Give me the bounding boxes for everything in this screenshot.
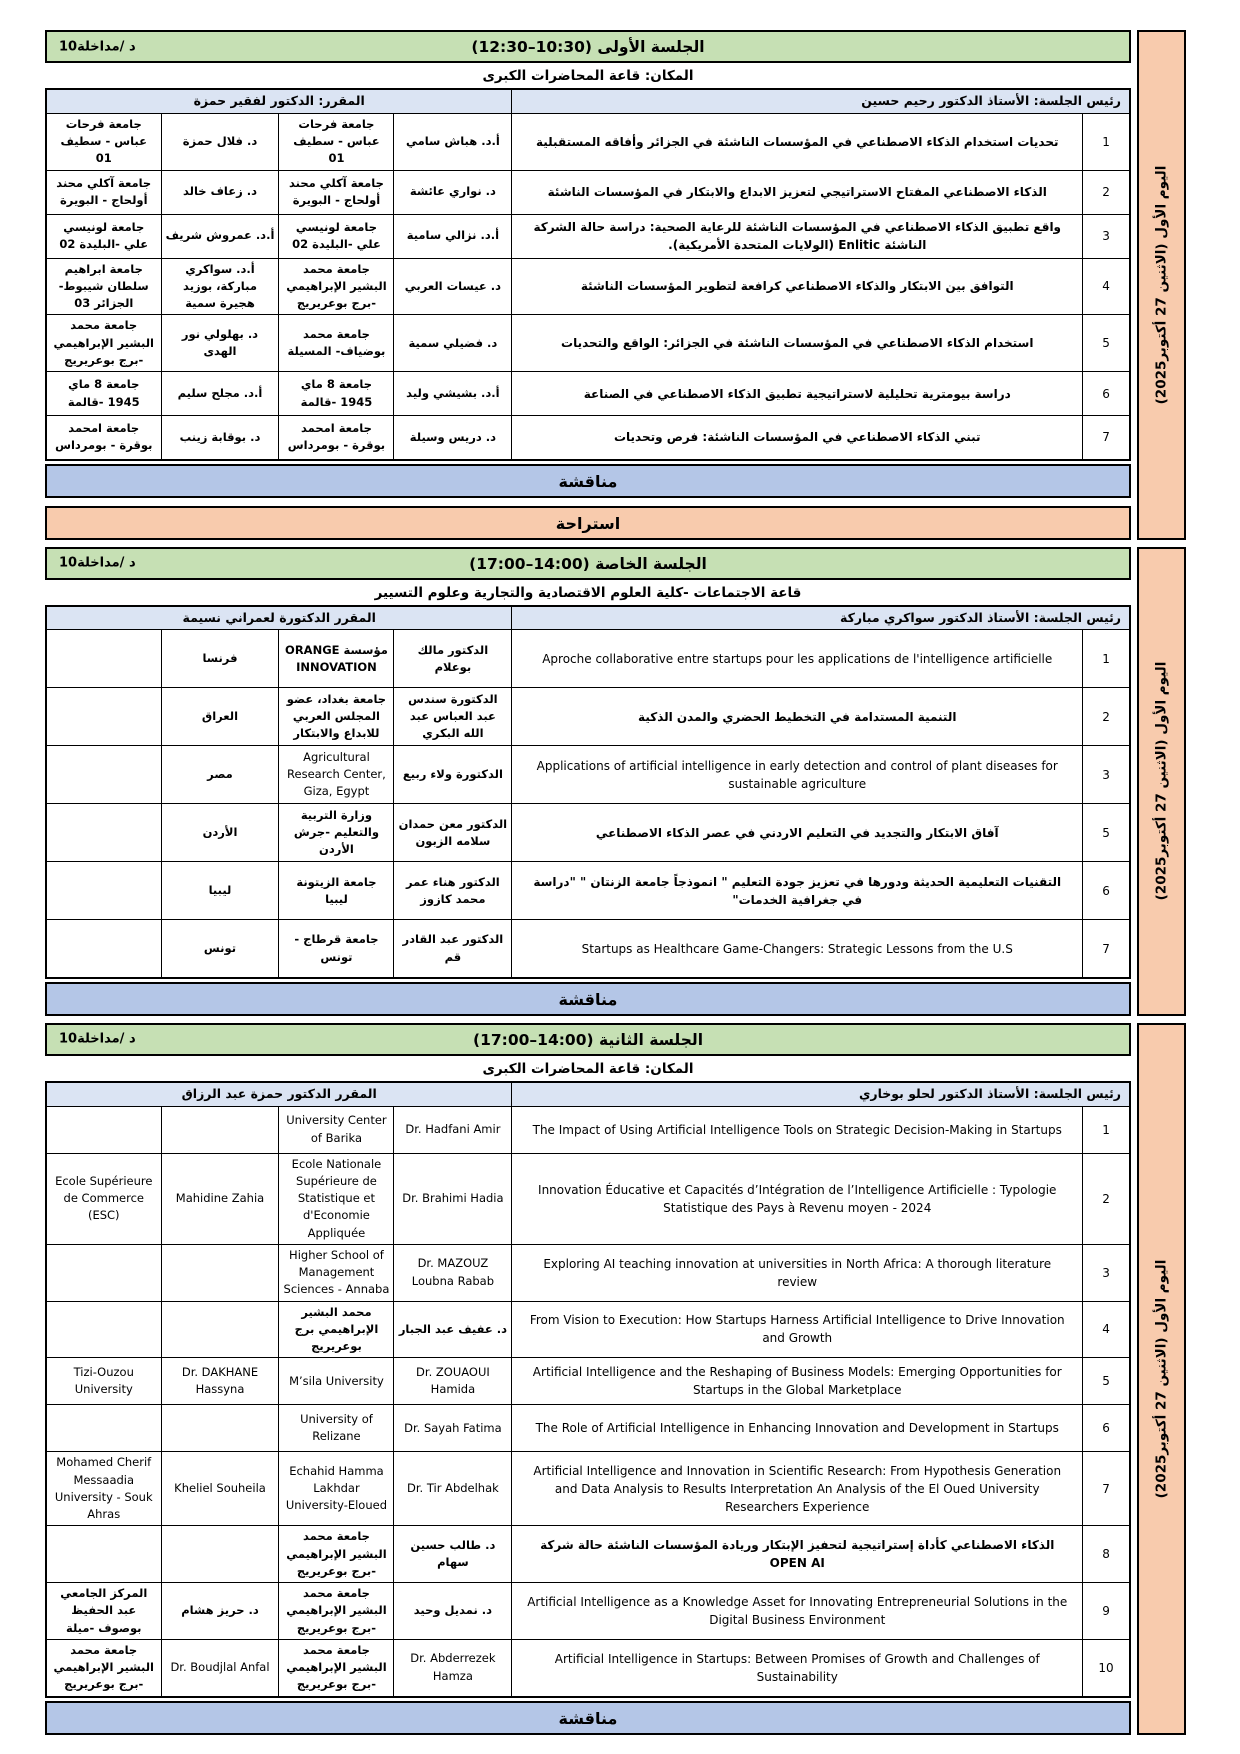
- cell-name: Dr. Brahimi Hadia: [394, 1153, 512, 1244]
- session-block-2: [45, 547, 1190, 1016]
- cell-name2: د. فلال حمزة: [161, 113, 279, 170]
- cell-affiliation2: [46, 746, 161, 804]
- table-row: [46, 746, 1130, 804]
- table-row: [46, 862, 1130, 920]
- session-2-note: 10د /مداخلة: [59, 555, 136, 571]
- session-3-location: المكان: قاعة المحاضرات الكبرى: [482, 1060, 694, 1077]
- cell-name2: Dr. Boudjlal Anfal: [161, 1639, 279, 1696]
- cell-name2: د. حريز هشام: [161, 1583, 279, 1640]
- table-row: [46, 372, 1130, 416]
- cell-name: أ.د. بشيشي وليد: [394, 372, 512, 416]
- cell-name2: Kheliel Souheila: [161, 1452, 279, 1526]
- cell-num: 4: [1083, 1301, 1130, 1358]
- table-row: [46, 258, 1130, 315]
- cell-affiliation: جامعة محمد البشير الإبراهيمي -برج بوعريريج: [279, 258, 394, 315]
- session-1-content: [45, 30, 1131, 540]
- cell-title: Exploring AI teaching innovation at universities in North Africa: A thorough literature review: [512, 1244, 1083, 1301]
- cell-affiliation2: جامعة محمد البشير الإبراهيمي -برج بوعريريج: [46, 315, 161, 372]
- cell-affiliation: M’sila University: [279, 1358, 394, 1405]
- cell-affiliation2: جامعة فرحات عباس - سطيف 01: [46, 113, 161, 170]
- cell-num: 7: [1083, 1452, 1130, 1526]
- cell-num: 3: [1083, 746, 1130, 804]
- cell-affiliation: Echahid Hamma Lakhdar University-Eloued: [279, 1452, 394, 1526]
- cell-affiliation2: [46, 1301, 161, 1358]
- cell-affiliation: Higher School of Management Sciences - Annaba: [279, 1244, 394, 1301]
- cell-num: 1: [1083, 1106, 1130, 1153]
- cell-affiliation2: Tizi-Ouzou University: [46, 1358, 161, 1405]
- session-3-title: الجلسة الثانية (14:00–17:00): [472, 1030, 704, 1049]
- table-row: [46, 1405, 1130, 1452]
- cell-title: Applications of artificial intelligence in early detection and control of plant diseases for sustainable agriculture: [512, 746, 1083, 804]
- cell-affiliation2: [46, 630, 161, 688]
- cell-name: أ.د. نزالي سامية: [394, 214, 512, 258]
- cell-affiliation: جامعة فرحات عباس - سطيف 01: [279, 113, 394, 170]
- day-sidebar-3: [1137, 1023, 1186, 1735]
- session-1-chair-row: [46, 89, 1130, 113]
- cell-affiliation: جامعة قرطاج - تونس: [279, 920, 394, 978]
- cell-name: د. نواري عائشة: [394, 170, 512, 214]
- session-1-table: [45, 88, 1131, 461]
- cell-name2: [161, 1301, 279, 1358]
- cell-affiliation2: جامعة امحمد بوقرة - بومرداس: [46, 416, 161, 460]
- cell-title: التوافق بين الابتكار والذكاء الاصطناعي كرافعة لتطوير المؤسسات الناشئة: [512, 258, 1083, 315]
- cell-name: Dr. Abderrezek Hamza: [394, 1639, 512, 1696]
- cell-name2: فرنسا: [161, 630, 279, 688]
- cell-affiliation: Ecole Nationale Supérieure de Statistique et d'Economie Appliquée: [279, 1153, 394, 1244]
- cell-title: Artificial Intelligence and Innovation in Scientific Research: From Hypothesis Generation and Data Analysis to Results Interpretation An Analysis of the El Oued University Researchers Experience: [512, 1452, 1083, 1526]
- cell-name: Dr. Tir Abdelhak: [394, 1452, 512, 1526]
- cell-name2: [161, 1405, 279, 1452]
- cell-affiliation: Agricultural Research Center, Giza, Egypt: [279, 746, 394, 804]
- cell-num: 2: [1083, 170, 1130, 214]
- cell-title: التقنيات التعليمية الحديثة ودورها في تعزيز جودة التعليم " انموذجاً جامعة الزنتان " "دراسة في جغرافية الخدمات": [512, 862, 1083, 920]
- day-sidebar-1: [1137, 30, 1186, 540]
- session-1-note: 10د /مداخلة: [59, 39, 136, 54]
- cell-name2: د. بهلولي نور الهدى: [161, 315, 279, 372]
- rapporteur-label: المقرر: الدكتور لفقير حمزة: [46, 89, 512, 113]
- cell-title: آفاق الابتكار والتجديد في التعليم الاردني في عصر الذكاء الاصطناعي: [512, 804, 1083, 862]
- cell-name: د. طالب حسين سهام: [394, 1526, 512, 1583]
- cell-name2: الأردن: [161, 804, 279, 862]
- cell-title: الذكاء الاصطناعي كأداة إستراتيجية لتحفيز الإبتكار وريادة المؤسسات الناشئة حالة شركة OPEN AI: [512, 1526, 1083, 1583]
- table-row: [46, 1583, 1130, 1640]
- cell-num: 6: [1083, 862, 1130, 920]
- table-row: [46, 1452, 1130, 1526]
- day-label: اليوم الأول (الاثنين 27 أكتوبر2025): [1153, 165, 1170, 405]
- cell-name2: تونس: [161, 920, 279, 978]
- break-bar: استراحة: [45, 506, 1131, 540]
- cell-num: 2: [1083, 1153, 1130, 1244]
- cell-name: د. نمديل وحيد: [394, 1583, 512, 1640]
- cell-name2: أ.د. سواكري مباركة، بوزيد هجيرة سمية: [161, 258, 279, 315]
- cell-name2: ليبيا: [161, 862, 279, 920]
- cell-num: 5: [1083, 1358, 1130, 1405]
- cell-affiliation: محمد البشير الإبراهيمي برج بوعريريج: [279, 1301, 394, 1358]
- cell-num: 1: [1083, 113, 1130, 170]
- cell-num: 8: [1083, 1526, 1130, 1583]
- cell-name: الدكتور مالك بوعلام: [394, 630, 512, 688]
- cell-num: 9: [1083, 1583, 1130, 1640]
- table-row: [46, 920, 1130, 978]
- cell-affiliation: جامعة محمد البشير الإبراهيمي -برج بوعريريج: [279, 1526, 394, 1583]
- table-row: [46, 113, 1130, 170]
- cell-title: الذكاء الاصطناعي المفتاح الاستراتيجي لتعزيز الابداع والابتكار في المؤسسات الناشئة: [512, 170, 1083, 214]
- table-row: [46, 1358, 1130, 1405]
- cell-affiliation: مؤسسة ORANGE INNOVATION: [279, 630, 394, 688]
- cell-name2: أ.د. مجلح سليم: [161, 372, 279, 416]
- cell-name: Dr. Hadfani Amir: [394, 1106, 512, 1153]
- cell-name: د. عفيف عبد الجبار: [394, 1301, 512, 1358]
- cell-num: 1: [1083, 630, 1130, 688]
- cell-name: الدكتور عبد القادر قم: [394, 920, 512, 978]
- cell-num: 7: [1083, 920, 1130, 978]
- session-2-location: قاعة الاجتماعات -كلية العلوم الاقتصادية والتجارية وعلوم التسيير: [374, 584, 802, 601]
- cell-name2: أ.د. عمروش شريف: [161, 214, 279, 258]
- cell-title: استخدام الذكاء الاصطناعي في المؤسسات الناشئة في الجزائر: الواقع والتحديات: [512, 315, 1083, 372]
- rapporteur-label: المقرر الدكتورة لعمراني نسيمة: [46, 606, 512, 630]
- table-row: [46, 630, 1130, 688]
- cell-affiliation2: [46, 920, 161, 978]
- cell-num: 6: [1083, 372, 1130, 416]
- cell-title: واقع تطبيق الذكاء الاصطناعي في المؤسسات الناشئة للرعاية الصحية: دراسة حالة الشركة الناشئة Enlitic (الولايات المتحدة الأمريكية).: [512, 214, 1083, 258]
- table-row: [46, 1244, 1130, 1301]
- table-row: [46, 688, 1130, 746]
- cell-affiliation2: [46, 862, 161, 920]
- cell-affiliation2: جامعة ابراهيم سلطان شيبوط-الجزائر 03: [46, 258, 161, 315]
- table-row: [46, 1106, 1130, 1153]
- cell-title: The Role of Artificial Intelligence in Enhancing Innovation and Development in Startups: [512, 1405, 1083, 1452]
- cell-affiliation: جامعة آكلي محند أولحاج - البويرة: [279, 170, 394, 214]
- session-1-title: الجلسة الأولى (10:30–12:30): [471, 38, 705, 56]
- cell-name2: Dr. DAKHANE Hassyna: [161, 1358, 279, 1405]
- cell-affiliation2: [46, 1106, 161, 1153]
- table-row: [46, 416, 1130, 460]
- discussion-bar-2: مناقشة: [45, 982, 1131, 1016]
- cell-affiliation2: Mohamed Cherif Messaadia University - Souk Ahras: [46, 1452, 161, 1526]
- cell-affiliation: جامعة محمد البشير الإبراهيمي -برج بوعريريج: [279, 1639, 394, 1696]
- session-2-content: [45, 547, 1131, 1016]
- discussion-bar-1: مناقشة: [45, 464, 1131, 498]
- cell-title: Artificial Intelligence and the Reshaping of Business Models: Emerging Opportunities for Startups in the Global Marketplace: [512, 1358, 1083, 1405]
- cell-affiliation2: جامعة لونيسي علي -البليدة 02: [46, 214, 161, 258]
- cell-num: 4: [1083, 258, 1130, 315]
- cell-title: Artificial Intelligence as a Knowledge Asset for Innovating Entrepreneurial Solutions in the Digital Business Environment: [512, 1583, 1083, 1640]
- chair-label: رئيس الجلسة: الأستاذ الدكتور سواكري مباركة: [512, 606, 1130, 630]
- cell-affiliation2: [46, 1526, 161, 1583]
- cell-title: التنمية المستدامة في التخطيط الحضري والمدن الذكية: [512, 688, 1083, 746]
- day-label: اليوم الأول (الاثنين 27 أكتوبر2025): [1153, 661, 1170, 901]
- cell-name: الدكتورة سندس عبد العباس عبد الله البكري: [394, 688, 512, 746]
- cell-name: الدكتور هناء عمر محمد كازوز: [394, 862, 512, 920]
- cell-num: 3: [1083, 214, 1130, 258]
- cell-affiliation: University of Relizane: [279, 1405, 394, 1452]
- cell-name: الدكتورة ولاء ربيع: [394, 746, 512, 804]
- cell-affiliation2: [46, 804, 161, 862]
- cell-name2: مصر: [161, 746, 279, 804]
- cell-title: Artificial Intelligence in Startups: Between Promises of Growth and Challenges of Sustainability: [512, 1639, 1083, 1696]
- cell-num: 3: [1083, 1244, 1130, 1301]
- cell-title: Startups as Healthcare Game-Changers: Strategic Lessons from the U.S: [512, 920, 1083, 978]
- cell-title: The Impact of Using Artificial Intelligence Tools on Strategic Decision-Making in Startups: [512, 1106, 1083, 1153]
- session-block-3: [45, 1023, 1190, 1735]
- session-1-header: [45, 30, 1131, 63]
- session-block-1: [45, 30, 1190, 540]
- table-row: [46, 315, 1130, 372]
- cell-title: Innovation Éducative et Capacités d’Intégration de l’Intelligence Artificielle : Typologie Statistique des Pays à Revenu moyen - 2024: [512, 1153, 1083, 1244]
- session-3-table: [45, 1081, 1131, 1698]
- cell-title: دراسة بيومترية تحليلية لاستراتيجية تطبيق الذكاء الاصطناعي في الصناعة: [512, 372, 1083, 416]
- discussion-bar-3: مناقشة: [45, 1701, 1131, 1735]
- session-2-chair-row: [46, 606, 1130, 630]
- session-2-title: الجلسة الخاصة (14:00–17:00): [469, 554, 707, 573]
- cell-num: 5: [1083, 315, 1130, 372]
- session-3-header: [45, 1023, 1131, 1056]
- session-2-header: [45, 547, 1131, 580]
- chair-label: رئيس الجلسة: الأستاذ الدكتور رحيم حسين: [512, 89, 1130, 113]
- table-row: [46, 1639, 1130, 1696]
- cell-num: 2: [1083, 688, 1130, 746]
- table-row: [46, 170, 1130, 214]
- cell-name2: [161, 1106, 279, 1153]
- session-2-table: [45, 605, 1131, 979]
- cell-name2: [161, 1244, 279, 1301]
- cell-title: تبني الذكاء الاصطناعي في المؤسسات الناشئة: فرص وتحديات: [512, 416, 1083, 460]
- cell-affiliation: جامعة لونيسي علي -البليدة 02: [279, 214, 394, 258]
- cell-name: أ.د. هباش سامي: [394, 113, 512, 170]
- cell-name2: العراق: [161, 688, 279, 746]
- cell-affiliation: جامعة 8 ماي 1945 -قالمة: [279, 372, 394, 416]
- cell-name: د. دريس وسيلة: [394, 416, 512, 460]
- cell-affiliation2: [46, 1405, 161, 1452]
- cell-name: د. فضيلي سمية: [394, 315, 512, 372]
- cell-num: 5: [1083, 804, 1130, 862]
- table-row: [46, 214, 1130, 258]
- table-row: [46, 804, 1130, 862]
- cell-affiliation2: [46, 1244, 161, 1301]
- cell-affiliation2: جامعة آكلي محند أولحاج - البويرة: [46, 170, 161, 214]
- cell-name: Dr. Sayah Fatima: [394, 1405, 512, 1452]
- cell-affiliation: وزارة التربية والتعليم -جرش الأردن: [279, 804, 394, 862]
- cell-title: From Vision to Execution: How Startups Harness Artificial Intelligence to Drive Innovation and Growth: [512, 1301, 1083, 1358]
- session-1-location: المكان: قاعة المحاضرات الكبرى: [482, 68, 694, 84]
- cell-name: Dr. MAZOUZ Loubna Rabab: [394, 1244, 512, 1301]
- cell-name: د. عيسات العربي: [394, 258, 512, 315]
- table-row: [46, 1526, 1130, 1583]
- cell-affiliation2: المركز الجامعي عبد الحفيظ بوصوف -ميلة: [46, 1583, 161, 1640]
- cell-name2: د. بوقابة زينب: [161, 416, 279, 460]
- cell-name: الدكتور معن حمدان سلامه الزبون: [394, 804, 512, 862]
- day-sidebar-2: [1137, 547, 1186, 1016]
- cell-affiliation: جامعة محمد بوضياف- المسيلة: [279, 315, 394, 372]
- day-label: اليوم الأول (الاثنين 27 أكتوبر2025): [1153, 1259, 1170, 1498]
- cell-affiliation: جامعة بغداد، عضو المجلس العربي للابداع والابتكار: [279, 688, 394, 746]
- cell-affiliation: جامعة امحمد بوقرة - بومرداس: [279, 416, 394, 460]
- cell-name2: Mahidine Zahia: [161, 1153, 279, 1244]
- cell-title: Aproche collaborative entre startups pour les applications de l'intelligence artificielle: [512, 630, 1083, 688]
- cell-name: Dr. ZOUAOUI Hamida: [394, 1358, 512, 1405]
- cell-affiliation: جامعة الزيتونة ليبيا: [279, 862, 394, 920]
- rapporteur-label: المقرر الدكتور حمزة عبد الرزاق: [46, 1082, 512, 1106]
- cell-affiliation2: جامعة 8 ماي 1945 -قالمة: [46, 372, 161, 416]
- chair-label: رئيس الجلسة: الأستاذ الدكتور لحلو بوخاري: [512, 1082, 1130, 1106]
- cell-num: 10: [1083, 1639, 1130, 1696]
- cell-affiliation2: جامعة محمد البشير الإبراهيمي -برج بوعريريج: [46, 1639, 161, 1696]
- session-3-chair-row: [46, 1082, 1130, 1106]
- cell-num: 6: [1083, 1405, 1130, 1452]
- cell-name2: [161, 1526, 279, 1583]
- session-3-note: 10د /مداخلة: [59, 1031, 136, 1047]
- cell-num: 7: [1083, 416, 1130, 460]
- cell-affiliation2: Ecole Supérieure de Commerce (ESC): [46, 1153, 161, 1244]
- cell-affiliation: University Center of Barika: [279, 1106, 394, 1153]
- table-row: [46, 1301, 1130, 1358]
- table-row: [46, 1153, 1130, 1244]
- cell-title: تحديات استخدام الذكاء الاصطناعي في المؤسسات الناشئة في الجزائر وأفاقه المستقبلية: [512, 113, 1083, 170]
- cell-affiliation2: [46, 688, 161, 746]
- cell-affiliation: جامعة محمد البشير الإبراهيمي -برج بوعريريج: [279, 1583, 394, 1640]
- cell-name2: د. زعاف خالد: [161, 170, 279, 214]
- session-3-content: [45, 1023, 1131, 1735]
